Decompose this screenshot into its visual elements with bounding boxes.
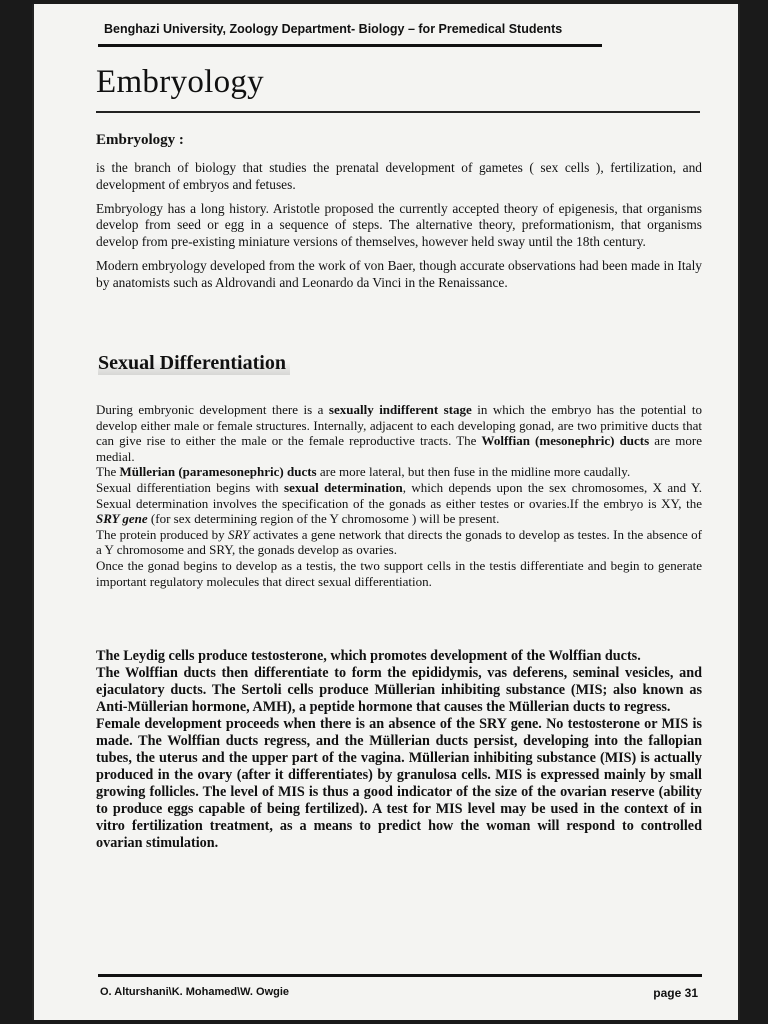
page-title: Embryology bbox=[96, 64, 264, 100]
paragraph: The Wolffian ducts then differentiate to form the epididymis, vas deferens, seminal vesicles, and ejaculatory ducts. The Sertoli cells produce Müllerian inhibiting substance (MIS; also known as Anti-Müllerian hormone, AMH), a peptide hormone that causes the Müllerian ducts to regress. bbox=[96, 665, 702, 715]
bold-term: SRY gene bbox=[96, 511, 148, 527]
text-run: in which the embryo has the potential to develop either male or female structures. Internally, adjacent to each developing gonad, are two primitive ducts that can give rise to either the male or the female reproductive tracts. The bbox=[96, 402, 702, 449]
paragraph: Once the gonad begins to develop as a testis, the two support cells in the testis differentiate and begin to generate important regulatory molecules that direct sexual differentiation. bbox=[96, 557, 702, 589]
bold-term: Wolffian (mesonephric) ducts bbox=[481, 433, 650, 449]
footer-rule bbox=[98, 974, 702, 977]
text-run: (for sex determining region of the Y chromosome ) will be present. bbox=[147, 511, 500, 527]
section-hormones-body bbox=[96, 648, 702, 852]
paragraph bbox=[96, 527, 702, 558]
footer-authors: O. Alturshani\K. Mohamed\W. Owgie bbox=[100, 986, 290, 998]
section-heading-sexual-differentiation: Sexual Differentiation bbox=[98, 352, 290, 375]
paragraph: Female development proceeds when there is an absence of the SRY gene. No testosterone or MIS is made. The Wolffian ducts regress, and the Müllerian ducts persist, developing into the fallopian tubes, the uterus and the upper part of the vagina. Müllerian inhibiting substance (MIS) is actually produced in the ovary (after it differentiates) by granulosa cells. MIS is expressed mainly by small growing follicles. The level of MIS is thus a good indicator of the size of the ovarian reserve (ability to produce eggs capable of being fertilized). A test for MIS level may be used in the context of in vitro fertilization treatment, as a means to predict how the woman will respond to controlled ovarian stimulation. bbox=[96, 716, 702, 851]
paragraph: The Leydig cells produce testosterone, which promotes development of the Wolffian ducts. bbox=[96, 648, 641, 664]
paragraph bbox=[96, 402, 702, 464]
text-run: are more medial. bbox=[96, 433, 702, 464]
bold-term: sexually indifferent stage bbox=[328, 402, 472, 417]
text-run: Sexual differentiation begins with bbox=[96, 479, 285, 495]
section-heading-embryology: Embryology : bbox=[96, 132, 184, 148]
bold-term: Müllerian (paramesonephric) ducts bbox=[119, 464, 317, 480]
text-run: activates a gene network that directs the gonads to develop as testes. In the absence of a Y chromosome and SRY, the gonads develop as ovaries. bbox=[96, 526, 702, 558]
text-run: The bbox=[96, 464, 120, 480]
page-number: page 31 bbox=[653, 986, 698, 1000]
header-rule bbox=[98, 44, 602, 47]
text-run: are more lateral, but then fuse in the midline more caudally. bbox=[316, 464, 631, 480]
section-sexual-differentiation-body bbox=[96, 402, 702, 589]
italic-term: SRY bbox=[228, 526, 250, 542]
title-rule bbox=[96, 111, 700, 113]
text-run: During embryonic development there is a bbox=[96, 402, 329, 417]
text-run: The protein produced by bbox=[96, 526, 229, 542]
bold-term: sexual determination bbox=[284, 479, 403, 495]
section-embryology-body bbox=[96, 160, 702, 299]
document-page bbox=[32, 4, 740, 1020]
paragraph: Modern embryology developed from the work of von Baer, though accurate observations had been made in Italy by anatomists such as Aldrovandi and Leonardo da Vinci in the Renaissance. bbox=[96, 257, 702, 290]
running-header: Benghazi University, Zoology Department- Biology – for Premedical Students bbox=[104, 22, 563, 36]
paragraph: is the branch of biology that studies the prenatal development of gametes ( sex cells ), fertilization, and development of embryos and fetuses. bbox=[96, 160, 702, 192]
text-run: , which depends upon the sex chromosomes, X and Y. Sexual determination involves the specification of the gonads as either testes or ovaries.If the embryo is XY, the bbox=[96, 479, 702, 511]
paragraph: Embryology has a long history. Aristotle proposed the currently accepted theory of epigenesis, that organisms develop from seed or egg in a sequence of steps. The alternative theory, preformationism, that organisms develop from pre-existing miniature versions of themselves, however held sway until the 18th century. bbox=[96, 200, 702, 250]
paragraph bbox=[96, 464, 702, 480]
paragraph bbox=[96, 480, 702, 527]
